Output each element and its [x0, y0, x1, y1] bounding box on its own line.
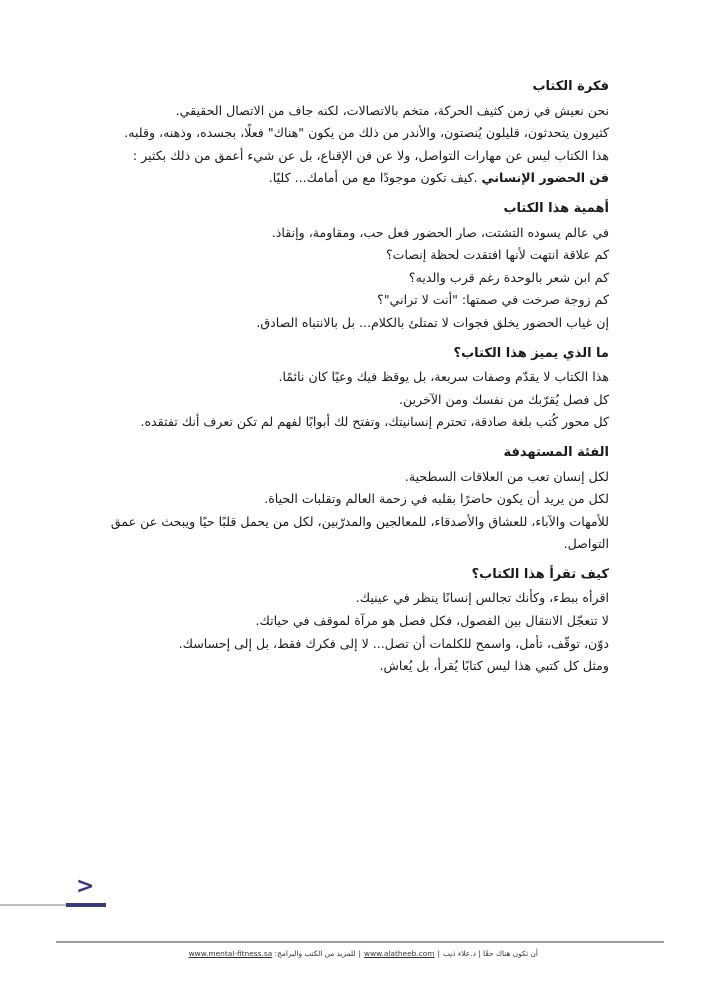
section-heading: كيف تقرأ هذا الكتاب؟	[471, 566, 609, 582]
footer-separator: |	[437, 949, 440, 958]
paragraph: اقرأه ببطء، وكأنك تجالس إنسانًا ينظر في عينيك.	[355, 590, 609, 606]
paragraph: كل فصل يُقرّبك من نفسك ومن الآخرين.	[399, 391, 609, 407]
paragraph: كثيرون يتحدثون، قليلون يُنصتون، والأندر من ذلك من يكون "هناك" فعلًا، بجسده، وذهنه، وقلبه.	[124, 125, 609, 141]
paragraph: هذا الكتاب ليس عن مهارات التواصل، ولا عن فن الإقناع، بل عن شيء أعمق من ذلك بكثير :	[132, 147, 609, 163]
paragraph: كم علاقة انتهت لأنها افتقدت لحظة إنصات؟	[385, 247, 609, 263]
emphasis-tail: .كيف تكون موجودًا مع من أمامك... كليًا.	[268, 170, 482, 186]
footer-link-mental-fitness[interactable]: www.mental-fitness.sa	[188, 949, 273, 958]
footer-separator: |	[358, 949, 362, 958]
paragraph: لا تتعجّل الانتقال بين الفصول، فكل فصل هو مرآة لموقف في حياتك.	[255, 613, 609, 629]
section-book-idea	[89, 76, 609, 190]
paragraph: لكل إنسان تعب من العلاقات السطحية.	[404, 468, 609, 484]
paragraph: لكل من يريد أن يكون حاضرًا بقلبه في زحمة العالم وتقلبات الحياة.	[264, 491, 609, 507]
paragraph: كل محور كُتب بلغة صادقة، تحترم إنسانيتك، وتفتح لك أبوابًا لفهم لم تكن تعرف أنك تفتقده.	[140, 414, 609, 430]
footer-book-info: أن تكون هناك حقًا | د.علاء ذيب	[442, 949, 538, 958]
paragraph: للأمهات والآباء، للعشاق والأصدقاء، للمعالجين والمدرّبين، لكل من يحمل قلبًا حيًا ويبحث عن عمق التواصل.	[110, 513, 609, 552]
section-heading: الفئة المستهدفة	[503, 444, 609, 460]
footer-more-text: للمزيد من الكتب والبرامج:	[274, 949, 356, 958]
paragraph-emphasis-line	[89, 167, 609, 190]
back-arrow-icon[interactable]: <	[76, 874, 95, 899]
section-distinction	[89, 343, 609, 434]
section-heading: فكرة الكتاب	[532, 79, 609, 94]
paragraph: نحن نعيش في زمن كثيف الحركة، متخم بالاتصالات، لكنه جاف من الاتصال الحقيقي.	[175, 102, 609, 118]
paragraph: كم ابن شعر بالوحدة رغم قرب والديه؟	[408, 269, 609, 285]
page-footer	[56, 948, 538, 960]
book-description	[89, 76, 609, 686]
section-target-audience	[89, 442, 609, 556]
footer-divider	[56, 941, 664, 943]
section-heading: ما الذي يميز هذا الكتاب؟	[453, 345, 609, 361]
paragraph: هذا الكتاب لا يقدّم وصفات سريعة، بل يوقظ فيك وعيًا كان نائمًا.	[278, 369, 609, 385]
paragraph: كم زوجة صرخت في صمتها: "أنت لا تراني"؟	[377, 292, 609, 308]
emphasis-text: فن الحضور الإنساني	[481, 170, 609, 186]
section-how-to-read	[89, 564, 609, 678]
footer-link-alatheeb[interactable]: www.alatheeb.com	[364, 949, 435, 958]
section-importance	[89, 198, 609, 335]
section-heading: أهمية هذا الكتاب	[503, 200, 609, 216]
paragraph: في عالم يسوده التشتت، صار الحضور فعل حب، ومقاومة، وإنقاذ.	[271, 224, 609, 240]
paragraph: إن غياب الحضور يخلق فجوات لا تمتلئ بالكلام... بل بالانتباه الصادق.	[256, 314, 609, 330]
paragraph: دوّن، توقّف، تأمل، واسمح للكلمات أن تصل... لا إلى فكرك فقط، بل إلى إحساسك.	[178, 635, 609, 651]
paragraph: ومثل كل كتبي هذا ليس كتابًا يُقرأ، بل يُعاش.	[379, 658, 609, 674]
page-corner-accent	[66, 903, 106, 907]
